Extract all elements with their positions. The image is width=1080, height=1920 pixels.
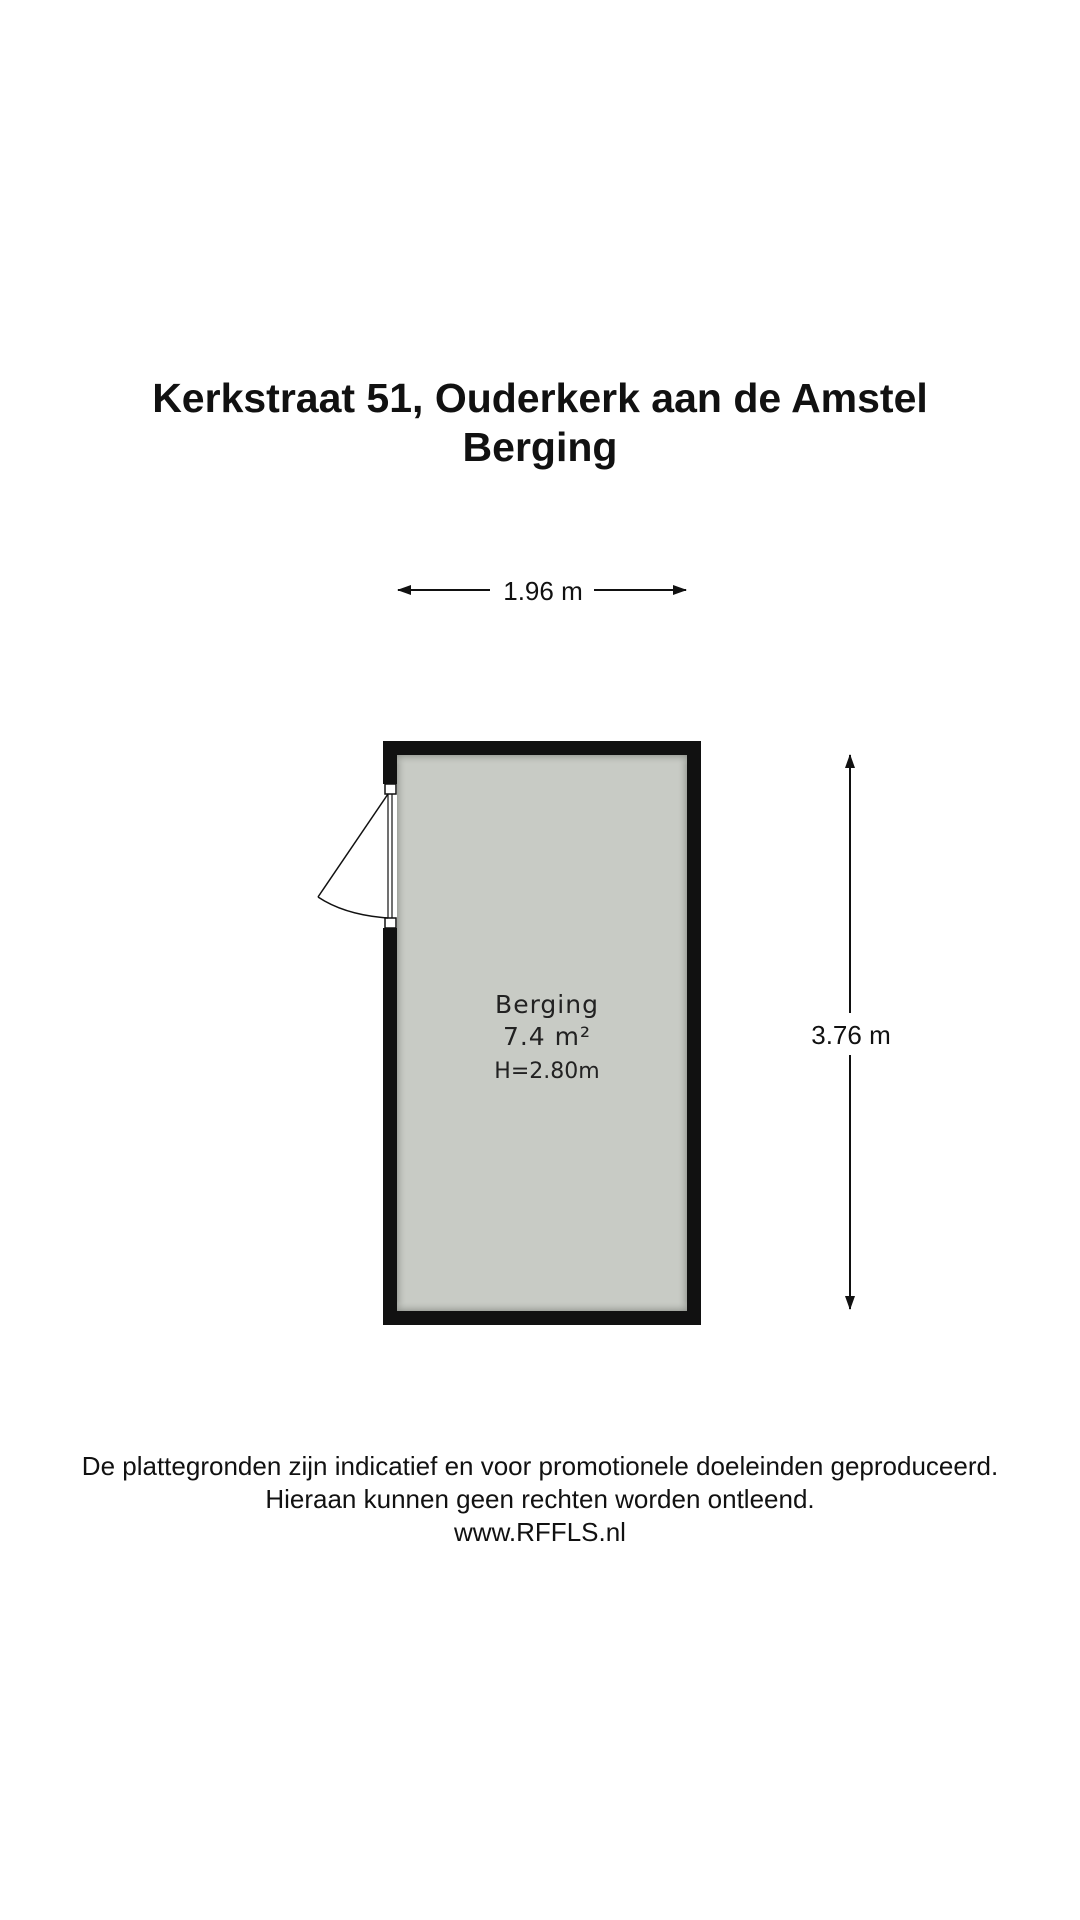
room-height-label: H=2.80m [494,1059,600,1084]
door-opening [383,784,397,928]
door-jamb-top [385,784,396,794]
disclaimer-line-1: De plattegronden zijn indicatief en voor promotionele doeleinden geproduceerd. [81,1451,999,1481]
room-name-label: Berging [495,990,599,1019]
floor-shade-left [397,755,407,1311]
door-leaf [318,794,388,897]
width-dimension [398,576,686,606]
door-swing-arc [318,897,388,918]
floor-shade-top [397,755,687,765]
depth-dimension [811,755,891,1309]
room-area-label: 7.4 m² [502,1022,592,1051]
disclaimer-line-2: Hieraan kunnen geen rechten worden ontleend. [265,1484,815,1514]
depth-label: 3.76 m [811,1020,891,1050]
width-label: 1.96 m [503,576,583,606]
plan-title-address: Kerkstraat 51, Ouderkerk aan de Amstel [152,375,928,421]
room-berging [318,741,701,1325]
floor-shade-right [677,755,687,1311]
floor-shade-bottom [397,1301,687,1311]
door-jamb-bottom [385,918,396,928]
plan-title-floor: Berging [462,424,618,470]
website-link[interactable]: www.RFFLS.nl [454,1517,626,1547]
